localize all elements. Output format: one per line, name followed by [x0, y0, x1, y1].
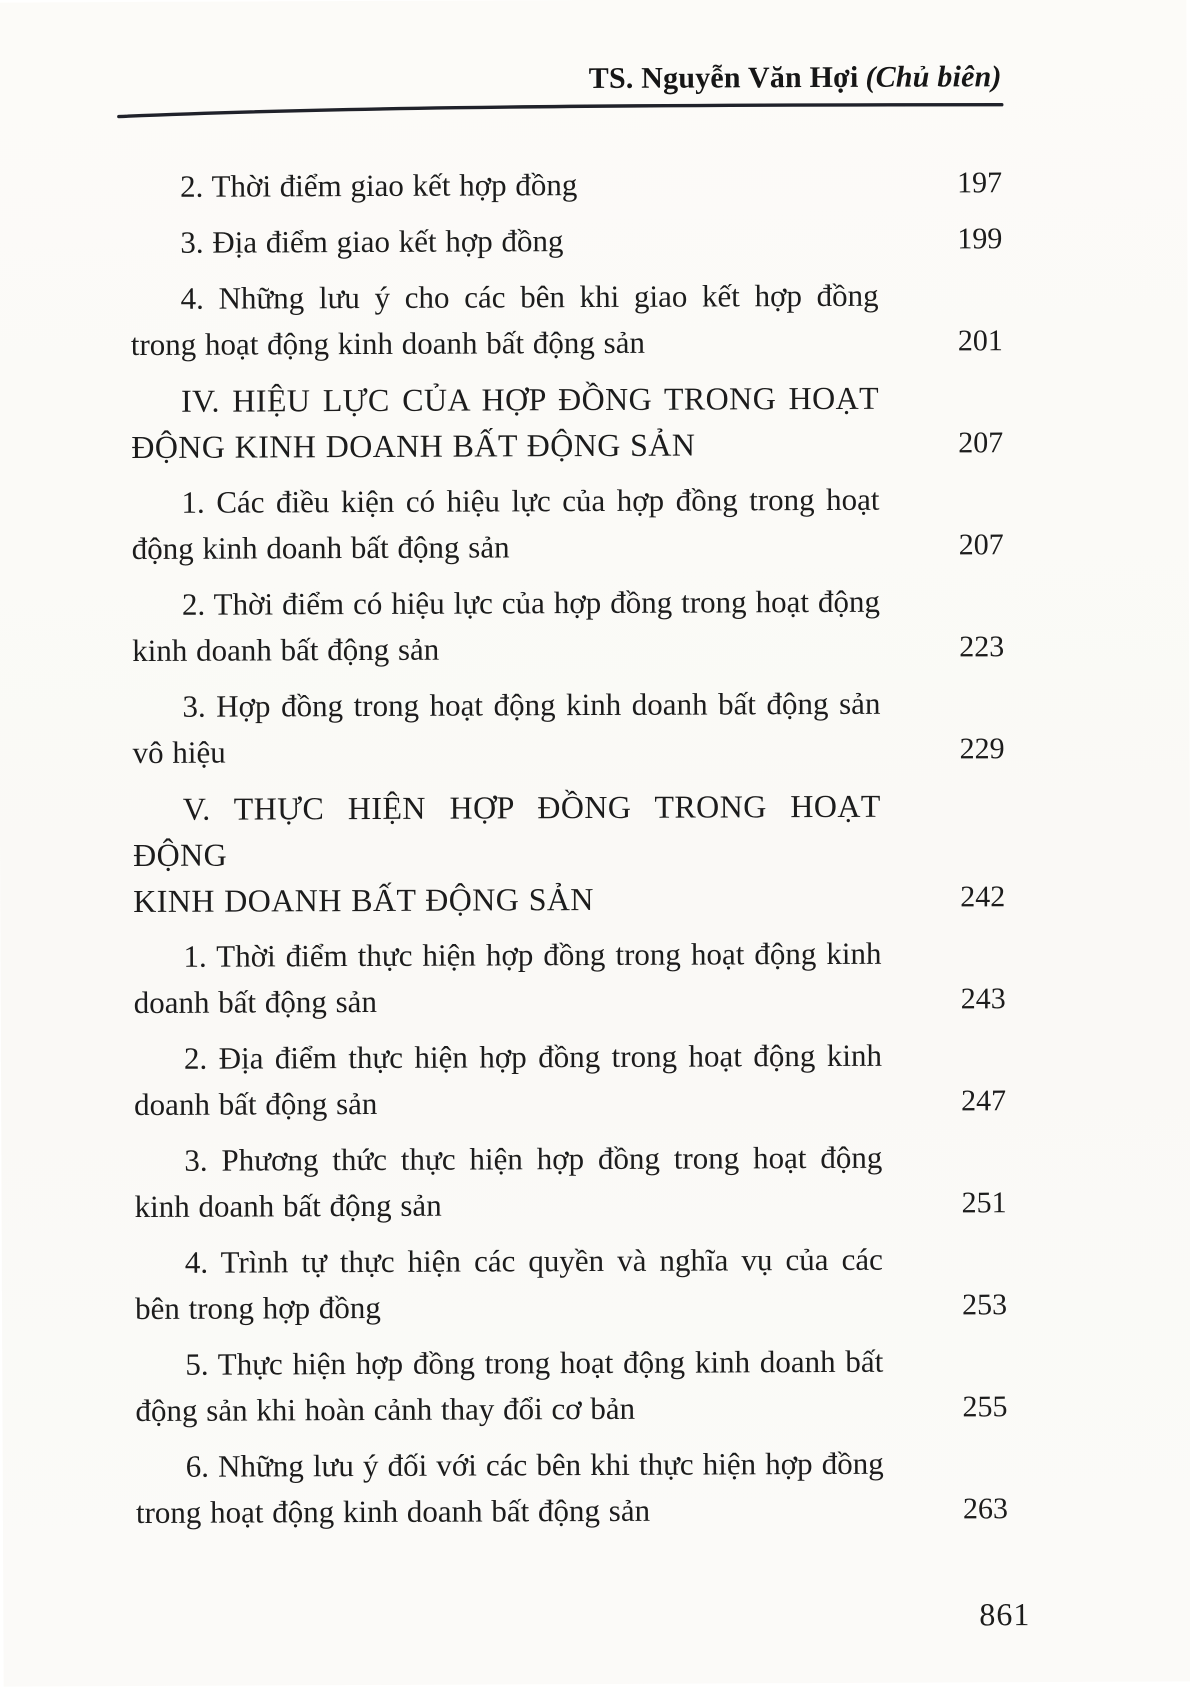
toc-entry [134, 1032, 1006, 1128]
toc-entry-page: 251 [961, 1186, 1007, 1220]
toc-entry-line: 4. Trình tự thực hiện các quyền và nghĩa vụ của các [184, 1241, 883, 1280]
toc-entry [135, 1236, 1007, 1332]
toc-entry-title [135, 1339, 883, 1434]
toc-entry-page: 255 [962, 1390, 1008, 1424]
toc-entry [132, 680, 1004, 776]
toc-entry-page: 263 [962, 1492, 1008, 1526]
toc-entry-page: 199 [957, 222, 1003, 256]
toc-entry-page: 253 [961, 1288, 1008, 1322]
toc-entry-page: 223 [959, 630, 1005, 664]
toc-entry-line: 3. Phương thức thực hiện hợp đồng trong hoạt động [184, 1139, 883, 1178]
toc-entry [134, 1134, 1006, 1230]
page-footer [136, 1596, 1031, 1637]
toc-entry [131, 272, 1003, 368]
toc-entry-page: 229 [959, 732, 1005, 766]
author-role: (Chủ biên) [865, 60, 1002, 94]
toc-entry-title [133, 931, 881, 1026]
toc-entry-line: trong hoạt động kinh doanh bất động sản [135, 1492, 651, 1531]
toc-entry [132, 578, 1004, 674]
toc-entry-page: 247 [961, 1084, 1007, 1118]
toc-entry-line: KINH DOANH BẤT ĐỘNG SẢN [133, 881, 594, 920]
author-name: TS. Nguyễn Văn Hợi [588, 60, 859, 96]
toc-entry-title [131, 477, 879, 572]
toc-entry-line: 6. Những lưu ý đối với các bên khi thực hiện hợp đồng [185, 1445, 884, 1484]
toc-entry [135, 1338, 1007, 1434]
toc-entry-line: vô hiệu [132, 734, 226, 771]
toc-entry-title [131, 375, 879, 470]
header-rule [116, 98, 1006, 120]
toc-entry-title [136, 1441, 884, 1536]
toc-entry-title [130, 161, 878, 210]
toc-entry-title [134, 1033, 882, 1128]
toc-entry-line: động kinh doanh bất động sản [131, 529, 510, 567]
toc-entry [130, 216, 1002, 266]
toc-entry-title [135, 1237, 883, 1332]
toc-entry [131, 476, 1003, 572]
toc-entry-line: doanh bất động sản [134, 1085, 378, 1123]
toc-entry-line: 2. Thời điểm có hiệu lực của hợp đồng trong hoạt động [181, 583, 881, 622]
toc-list [130, 160, 1008, 1536]
toc-entry-line: bên trong hợp đồng [134, 1289, 381, 1327]
toc-entry [136, 1440, 1008, 1536]
toc-entry-page: 207 [958, 528, 1004, 562]
toc-entry-line: trong hoạt động kinh doanh bất động sản [130, 324, 646, 363]
toc-entry-line: 3. Hợp đồng trong hoạt động kinh doanh bất động sản [182, 685, 881, 724]
toc-entry-line: kinh doanh bất động sản [134, 1187, 442, 1225]
running-head [130, 58, 1002, 100]
toc-entry-line: 4. Những lưu ý cho các bên khi giao kết hợp đồng [180, 277, 879, 316]
toc-entry [130, 160, 1002, 210]
toc-entry-title [130, 217, 878, 266]
toc-entry-line: V. THỰC HIỆN HỢP ĐỒNG TRONG HOẠT ĐỘNG [132, 787, 881, 874]
toc-entry-page: 207 [958, 426, 1004, 460]
toc-entry [133, 930, 1005, 1026]
toc-entry-line: kinh doanh bất động sản [132, 631, 440, 669]
toc-entry-line: IV. HIỆU LỰC CỦA HỢP ĐỒNG TRONG HOẠT [180, 379, 880, 419]
toc-entry-line: 1. Thời điểm thực hiện hợp đồng trong hoạt động kinh [183, 935, 882, 974]
toc-entry-page: 201 [957, 324, 1003, 358]
toc-entry-line: doanh bất động sản [133, 983, 377, 1021]
page-header [130, 58, 1002, 120]
toc-entry-title [133, 783, 882, 924]
toc-entry-title [132, 579, 880, 674]
toc-entry-page: 197 [957, 166, 1003, 200]
toc-entry-line: 2. Thời điểm giao kết hợp đồng [180, 167, 578, 204]
toc-entry-line: 3. Địa điểm giao kết hợp đồng [180, 223, 564, 260]
toc-entry [133, 782, 1006, 924]
toc-entry-title [131, 273, 879, 368]
toc-entry-line: ĐỘNG KINH DOANH BẤT ĐỘNG SẢN [131, 426, 696, 466]
toc-entry-line: động sản khi hoàn cảnh thay đổi cơ bản [135, 1390, 636, 1429]
toc-entry-page: 243 [960, 982, 1006, 1016]
toc-entry-line: 5. Thực hiện hợp đồng trong hoạt động kinh doanh bất [185, 1343, 884, 1382]
toc-entry-line: 1. Các điều kiện có hiệu lực của hợp đồng trong hoạt [181, 481, 880, 520]
toc-entry-title [132, 681, 880, 776]
toc-entry-title [134, 1135, 882, 1230]
toc-entry-line: 2. Địa điểm thực hiện hợp đồng trong hoạt động kinh [183, 1037, 883, 1076]
folio-number: 861 [979, 1596, 1031, 1633]
toc-entry-page: 242 [960, 880, 1006, 914]
toc-entry [131, 374, 1003, 470]
